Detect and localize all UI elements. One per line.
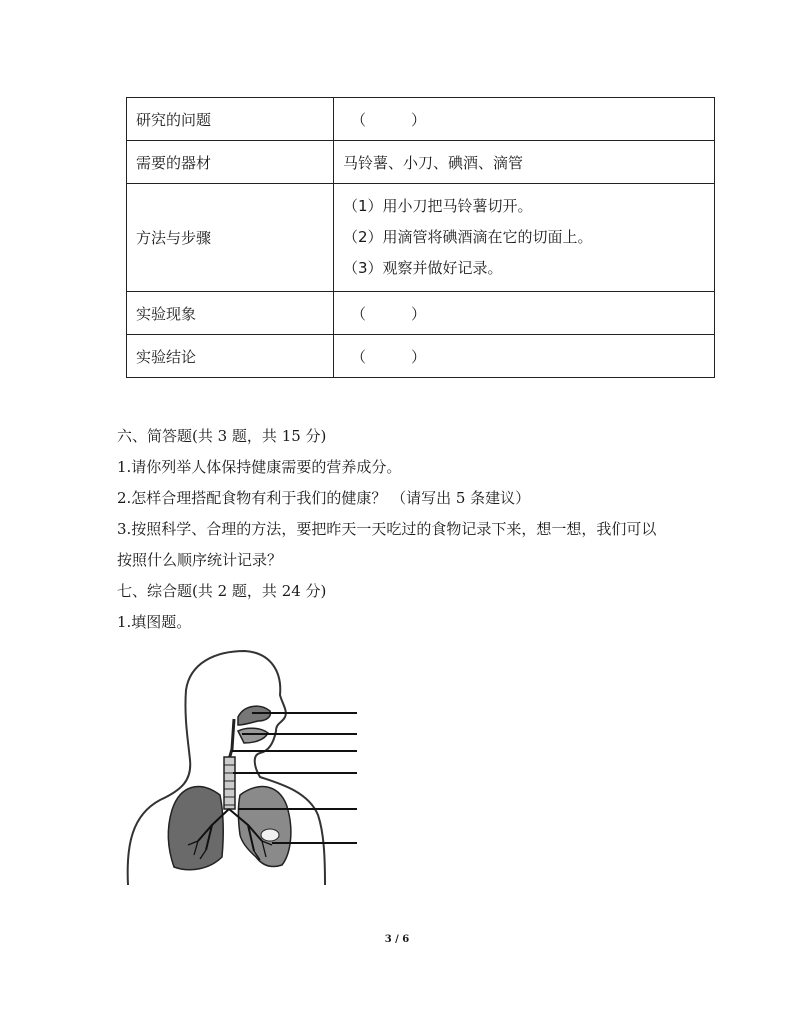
steps-cell [334,184,715,292]
question: 1.填图题。 [117,613,192,631]
row-label: 方法与步骤 [127,184,334,292]
oral-cavity [238,728,268,743]
question: 2.怎样合理搭配食物有利于我们的健康？ （请写出 5 条建议） [117,489,531,507]
question: 3.按照科学、合理的方法，要把昨天一天吃过的食物记录下来，想一想，我们可以 [117,520,657,538]
questions-block [117,421,737,638]
row-label: 实验现象 [127,292,334,335]
section-heading: 七、综合题(共 2 题，共 24 分) [117,582,327,600]
table-row [127,141,715,184]
table-row [127,184,715,292]
row-label: 需要的器材 [127,141,334,184]
nasal-cavity [238,706,270,725]
section-heading: 六、简答题(共 3 题，共 15 分) [117,427,327,445]
question-continuation: 按照什么顺序统计记录？ [117,551,283,569]
respiratory-system-diagram-icon [120,645,370,895]
table-row [127,335,715,378]
right-lung [239,787,291,867]
answer-blank[interactable]: （ ） [334,335,715,378]
step-item: （3）观察并做好记录。 [343,259,503,277]
answer-blank[interactable]: （ ） [334,98,715,141]
experiment-table [126,97,715,378]
row-value: 马铃薯、小刀、碘酒、滴管 [334,141,715,184]
step-item: （1）用小刀把马铃薯切开。 [343,197,533,215]
table-row [127,98,715,141]
alveolus [261,829,279,841]
step-item: （2）用滴管将碘酒滴在它的切面上。 [343,228,593,246]
answer-blank[interactable]: （ ） [334,292,715,335]
left-lung [168,787,223,870]
row-label: 研究的问题 [127,98,334,141]
question: 1.请你列举人体保持健康需要的营养成分。 [117,458,402,476]
row-label: 实验结论 [127,335,334,378]
page-number: 3 / 6 [384,934,410,945]
table-row [127,292,715,335]
